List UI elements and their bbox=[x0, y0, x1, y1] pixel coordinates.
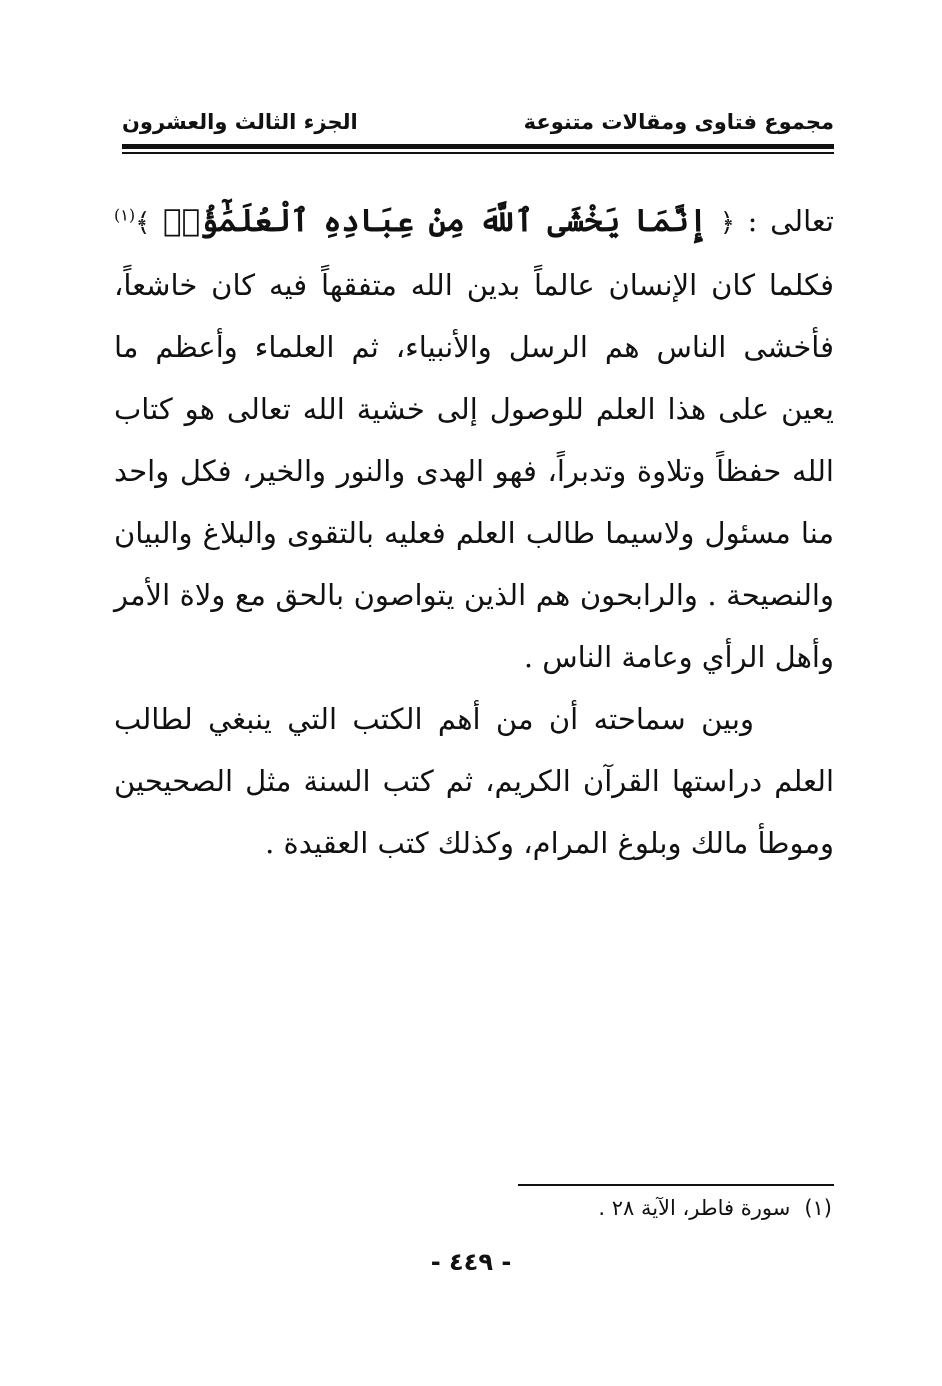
quran-verse: إِنَّمَا يَخْشَى ٱللَّهَ مِنْ عِبَادِهِ ٱلْعُلَمَٰٓؤُا۟ bbox=[162, 203, 708, 239]
footnote-text: سورة فاطر، الآية ٢٨ . bbox=[598, 1196, 791, 1220]
header-rule-thick bbox=[122, 144, 834, 149]
quran-open-bracket: ﴿ bbox=[719, 208, 736, 238]
paragraph-1-intro: تعالى : bbox=[735, 204, 834, 238]
footnote-marker: (١) bbox=[804, 1196, 832, 1220]
volume-label: الجزء الثالث والعشرون bbox=[122, 110, 358, 134]
header-rule-thin bbox=[122, 152, 834, 154]
footnote-separator bbox=[518, 1184, 834, 1186]
book-title: مجموع فتاوى ومقالات متنوعة bbox=[523, 110, 834, 134]
quran-close-bracket: ﴾ bbox=[135, 208, 151, 238]
footnote bbox=[598, 1196, 832, 1220]
paragraph-1-text: فكلما كان الإنسان عالماً بدين الله متفقهاً فيه كان خاشعاً، فأخشى الناس هم الرسل والأنبياء، ثم العلماء وأعظم ما يعين على هذا العلم للوصول إلى خشية الله تعالى هو كتاب الله حفظاً وتلاوة وتدبراً، فهو الهدى والنور والخير، فكل واحد منا مسئول ولاسيما طالب العلم فعليه بالتقوى والبلاغ والبيان والنصيحة . والرابحون هم الذين يتواصون بالحق مع ولاة الأمر وأهل الرأي وعامة الناس . bbox=[114, 268, 834, 674]
paragraph-1 bbox=[114, 190, 834, 688]
running-header bbox=[122, 110, 834, 142]
paragraph-2: وبين سماحته أن من أهم الكتب التي ينبغي لطالب العلم دراستها القرآن الكريم، ثم كتب السنة مثل الصحيحين وموطأ مالك وبلوغ المرام، وكذلك كتب العقيدة . bbox=[114, 702, 834, 860]
page-number: - ٤٤٩ - bbox=[430, 1248, 512, 1276]
footnote-reference: (١) bbox=[114, 205, 136, 225]
main-text bbox=[114, 190, 834, 874]
